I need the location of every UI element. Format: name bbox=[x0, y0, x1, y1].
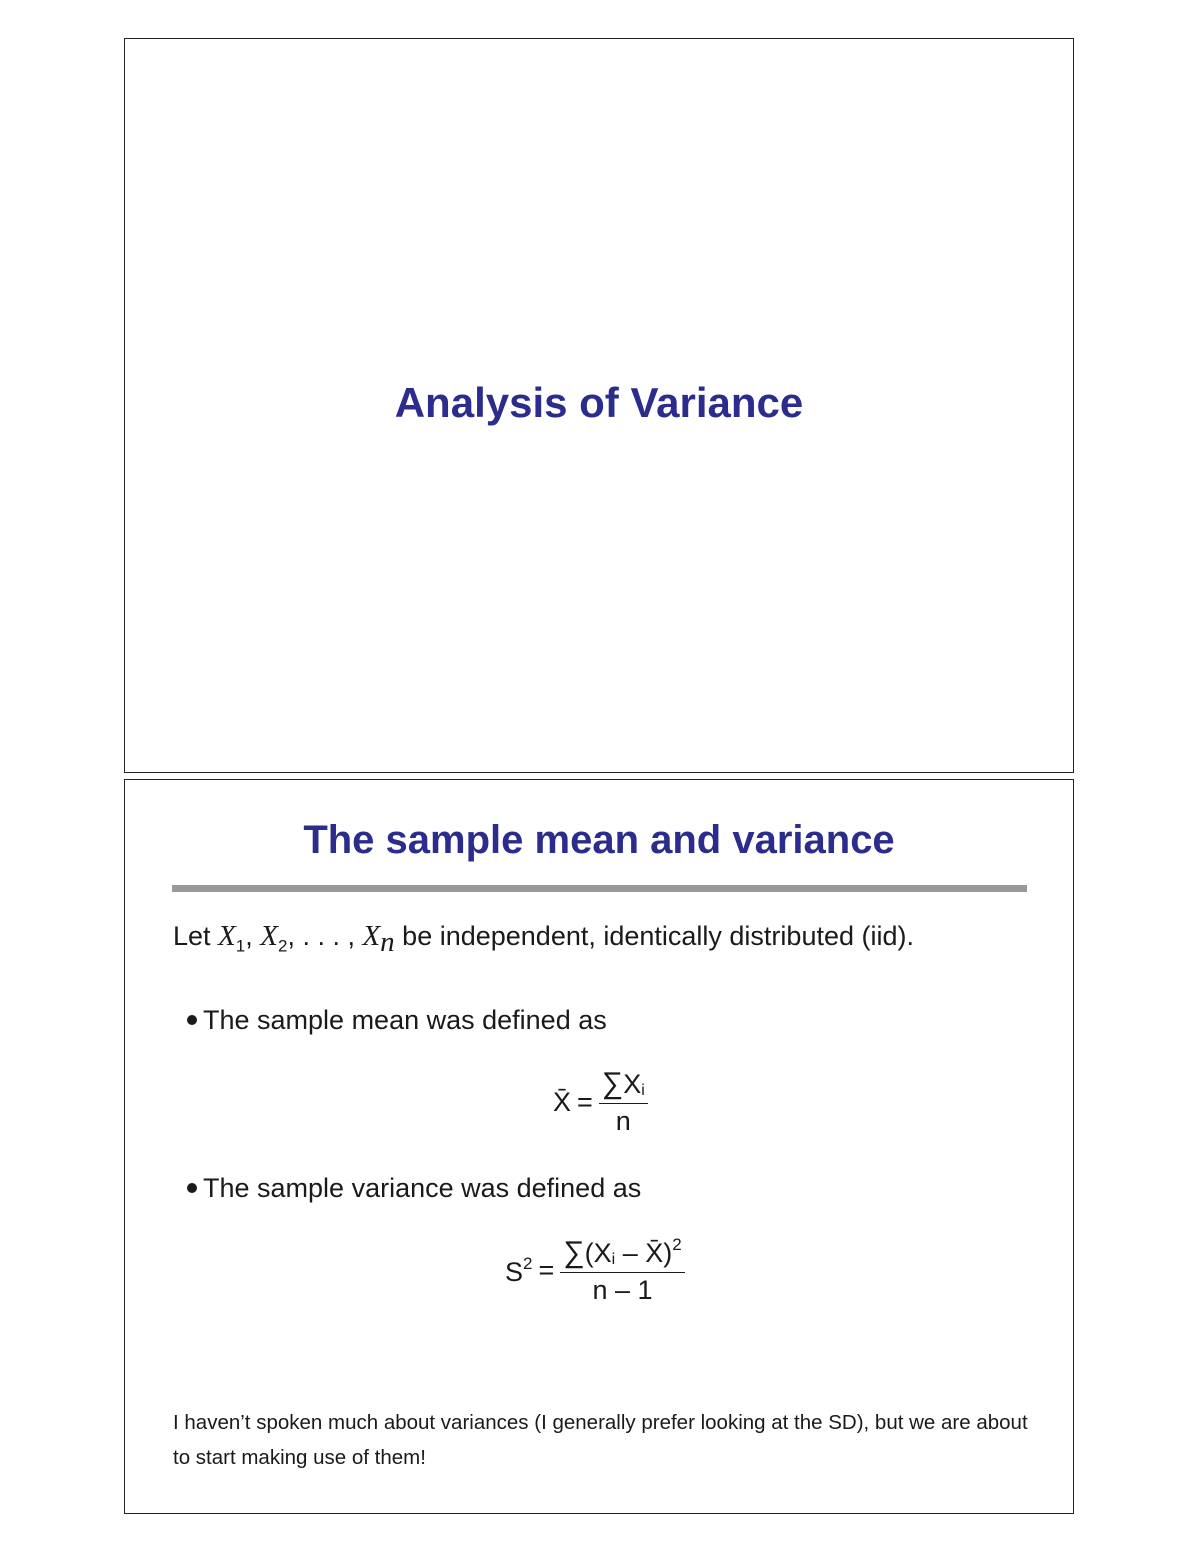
formula-denominator: n – 1 bbox=[592, 1275, 653, 1305]
intro-suffix: be independent, identically distributed (iid). bbox=[394, 921, 914, 951]
lhs-sup: 2 bbox=[523, 1253, 533, 1273]
num-sub: i bbox=[641, 1082, 645, 1099]
bullet-text: The sample variance was defined as bbox=[203, 1173, 642, 1203]
formula-fraction bbox=[599, 1067, 648, 1137]
num-sup: 2 bbox=[672, 1235, 682, 1254]
var-x2: X bbox=[260, 920, 278, 952]
bullet-sample-mean bbox=[187, 1005, 607, 1036]
formula-equals: = bbox=[577, 1086, 593, 1117]
bullet-dot-icon bbox=[187, 1183, 197, 1193]
slide-sample-mean-variance bbox=[124, 779, 1074, 1514]
num-open: (X bbox=[584, 1238, 612, 1268]
formula-denominator: n bbox=[615, 1106, 631, 1136]
sep-1: , bbox=[245, 921, 261, 951]
bullet-dot-icon bbox=[187, 1015, 197, 1025]
sub-2: 2 bbox=[277, 936, 288, 956]
slide-title-heading: Analysis of Variance bbox=[394, 379, 804, 426]
formula-lhs: X̄ bbox=[553, 1086, 572, 1117]
num-var: X bbox=[623, 1069, 642, 1099]
title-divider bbox=[172, 885, 1027, 892]
var-x1: X bbox=[218, 920, 236, 952]
formula-equals: = bbox=[538, 1255, 555, 1285]
sigma-symbol: ∑ bbox=[601, 1067, 624, 1100]
formula-sample-variance bbox=[505, 1235, 685, 1306]
formula-sample-mean bbox=[553, 1067, 648, 1137]
var-xn: X bbox=[362, 920, 381, 952]
formula-numerator bbox=[560, 1235, 684, 1273]
formula-fraction bbox=[560, 1235, 684, 1306]
sub-1: 1 bbox=[235, 936, 246, 956]
formula-lhs: $S^2$ bbox=[505, 1253, 533, 1287]
intro-sentence bbox=[173, 920, 914, 959]
slide-title bbox=[124, 38, 1074, 773]
num-sub: i bbox=[611, 1251, 616, 1268]
num-rest: – X̄) bbox=[615, 1238, 673, 1268]
formula-numerator bbox=[599, 1067, 648, 1104]
bullet-text: The sample mean was defined as bbox=[203, 1005, 607, 1035]
sigma-symbol: ∑ bbox=[563, 1236, 585, 1269]
sep-2: , . . . , bbox=[287, 921, 363, 951]
footnote: I haven’t spoken much about variances (I generally prefer looking at the SD), but we are about to start making use of them! bbox=[173, 1411, 1028, 1469]
slide-heading: The sample mean and variance bbox=[303, 818, 895, 862]
intro-prefix: Let bbox=[173, 921, 219, 951]
bullet-sample-variance bbox=[187, 1173, 641, 1204]
sub-n: n bbox=[380, 926, 395, 959]
